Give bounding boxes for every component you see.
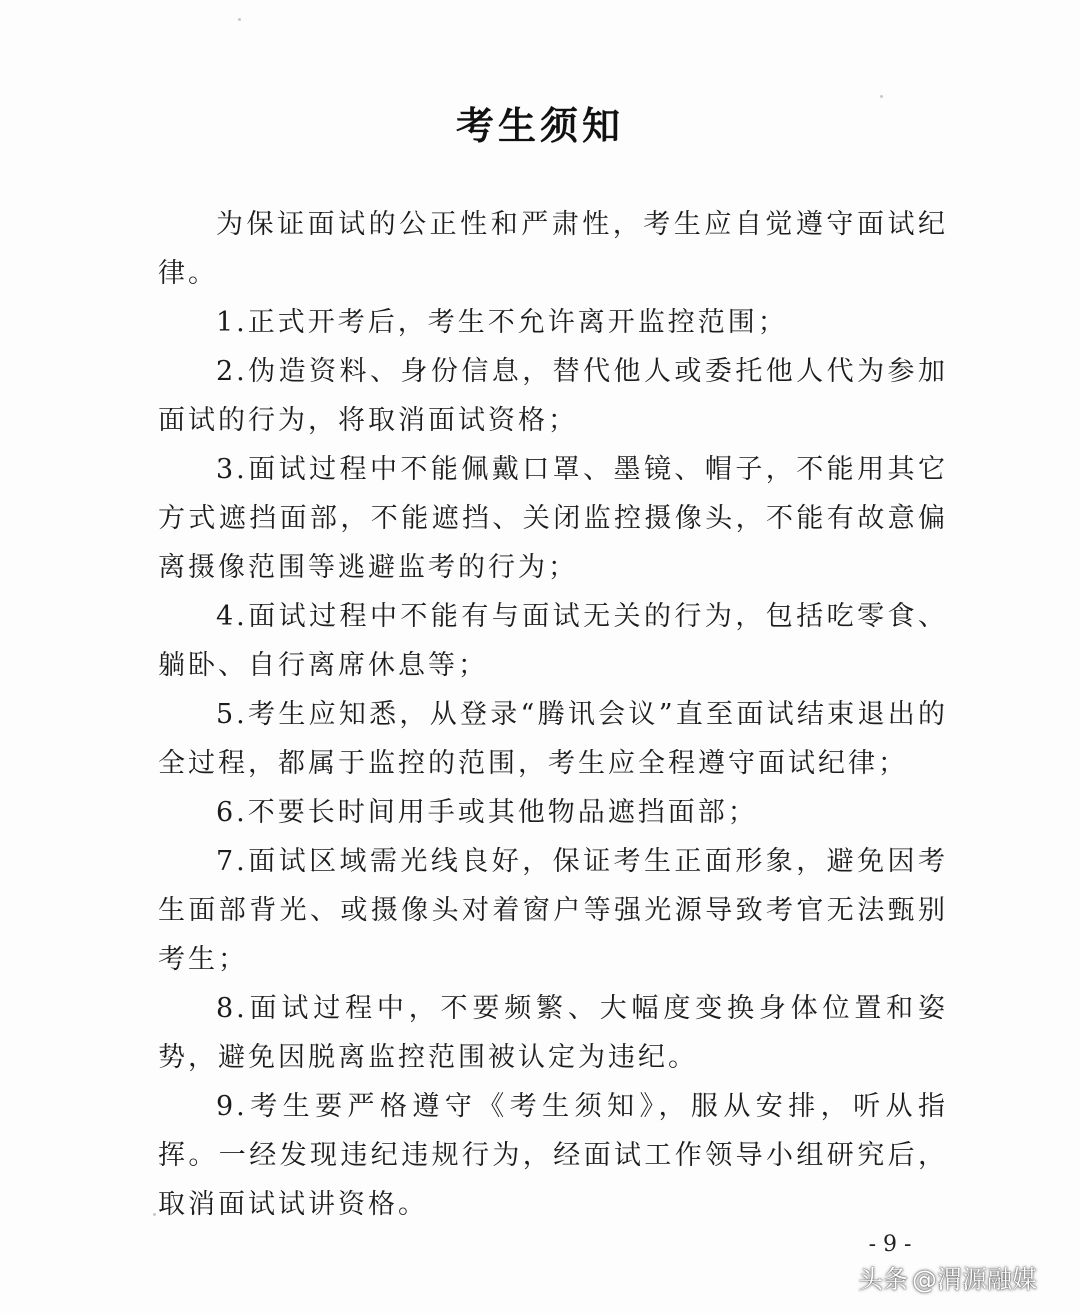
- watermark-platform: 头条: [858, 1265, 909, 1294]
- watermark-account: @渭源融媒: [912, 1265, 1038, 1294]
- rule-item-7: 7.面试区域需光线良好，保证考生正面形象，避免因考生面部背光、或摄像头对着窗户等强光源导致考官无法甄别考生；: [158, 846, 948, 975]
- page-number: - 9 -: [868, 1232, 912, 1257]
- document-title: 考生须知: [455, 103, 624, 148]
- intro-paragraph: 为保证面试的公正性和严肃性，考生应自觉遵守面试纪律。: [158, 209, 948, 289]
- source-watermark: [858, 1256, 1068, 1300]
- scan-speck: [153, 1213, 156, 1216]
- rule-item-5: 5.考生应知悉，从登录“腾讯会议”直至面试结束退出的全过程，都属于监控的范围，考生应全程遵守面试纪律；: [158, 699, 948, 779]
- scan-speck: [238, 18, 241, 21]
- document-body: [158, 200, 948, 1229]
- rule-item-4: 4.面试过程中不能有与面试无关的行为，包括吃零食、躺卧、自行离席休息等；: [158, 601, 948, 681]
- rule-item-9: 9.考生要严格遵守《考生须知》，服从安排，听从指挥。一经发现违纪违规行为，经面试工作领导小组研究后，取消面试试讲资格。: [158, 1091, 948, 1220]
- rule-item-6: 6.不要长时间用手或其他物品遮挡面部；: [216, 797, 758, 828]
- rule-item-3: 3.面试过程中不能佩戴口罩、墨镜、帽子，不能用其它方式遮挡面部，不能遮挡、关闭监控摄像头，不能有故意偏离摄像范围等逃避监考的行为；: [158, 454, 948, 583]
- rule-item-8: 8.面试过程中，不要频繁、大幅度变换身体位置和姿势，避免因脱离监控范围被认定为违纪。: [158, 993, 948, 1073]
- rule-item-1: 1.正式开考后，考生不允许离开监控范围；: [216, 307, 788, 338]
- rule-item-2: 2.伪造资料、身份信息，替代他人或委托他人代为参加面试的行为，将取消面试资格；: [158, 356, 948, 436]
